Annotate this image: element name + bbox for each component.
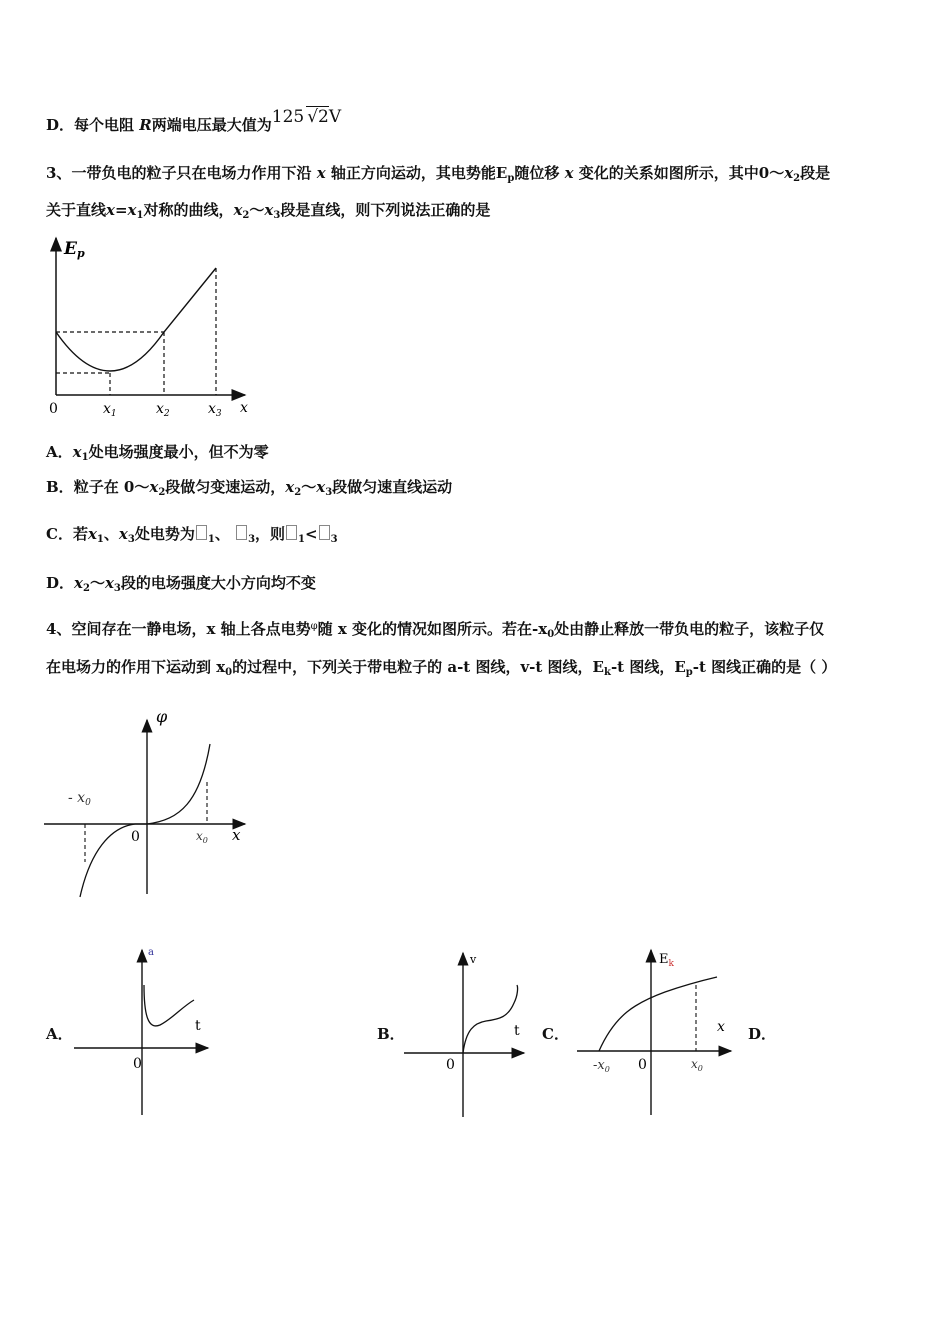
q3-x1-label: $x_1$: [103, 401, 117, 419]
svg-text:x: x: [717, 1019, 725, 1035]
placeholder-glyph: [196, 525, 207, 540]
q4-option-b-graph: [402, 945, 532, 1120]
svg-text:Ek: $E_k$: [659, 952, 674, 969]
q4-line-2: 在电场力的作用下运动到 $x_0$的过程中，下列关于带电粒子的 a-t 图线，v-t 图线，$E_k-t$ 图线，$E_p-t$ 图线正确的是（ ）: [46, 658, 837, 678]
placeholder-glyph: [286, 525, 297, 540]
q3-curve: [56, 268, 216, 371]
q4-option-a-label: A．: [46, 1025, 73, 1043]
svg-text:a: a: [148, 947, 154, 958]
svg-text:x0: $x_0$: [691, 1057, 703, 1073]
svg-text:0: 0: [638, 1057, 647, 1073]
q3-option-a: A．$x_1$处电场强度最小，但不为零: [46, 443, 269, 463]
svg-text:v: v: [470, 953, 477, 966]
svg-text:-x0: $-x_0$: [593, 1058, 610, 1074]
prev-option-d: D．每个电阻 R两端电压最大值为125 √2V: [46, 107, 342, 134]
q4-y-label: φ: [156, 707, 168, 726]
q4-option-c-label: C．: [542, 1025, 569, 1043]
v-t-curve: [463, 985, 518, 1053]
q4-line-1: 4、空间存在一静电场，x 轴上各点电势$^\varphi$随 x 变化的情况如图所示。若在$-x_0$处由静止释放一带负电的粒子，该粒子仅: [46, 620, 825, 640]
q3-option-d: D．$x_2\sim x_3$段的电场强度大小方向均不变: [46, 574, 316, 594]
q3-option-b: B．粒子在 $0\sim x_2$段做匀变速运动，$x_2\sim x_3$段做匀速直线运动: [46, 478, 453, 498]
q3-ep-graph: [40, 230, 260, 420]
placeholder-glyph: [236, 525, 247, 540]
q4-xaxis-label: x: [232, 826, 241, 844]
q3-xaxis-label: x: [240, 400, 248, 416]
svg-text:0: 0: [133, 1056, 142, 1072]
q4-x0-label: $x_0$: [196, 829, 208, 845]
q4-neg-x0-label: - $x_0$: [68, 790, 91, 808]
a-t-curve: [144, 985, 194, 1026]
q3-line-1: 3、一带负电的粒子只在电场力作用下沿 x 轴正方向运动，其电势能$E_p$随位移 x 变化的关系如图所示，其中$0\sim x_2$段是: [46, 164, 831, 184]
q4-phi-curve: [80, 744, 210, 897]
q3-line-2: 关于直线$x=x_1$对称的曲线，$x_2\sim x_3$段是直线，则下列说法正确的是: [46, 201, 491, 221]
svg-text:t: t: [195, 1018, 201, 1034]
q4-option-a-graph: [70, 945, 220, 1120]
voltage-value: 125 √2V: [271, 107, 342, 127]
q3-y-label: Ep: [64, 239, 85, 260]
ek-curve: [599, 977, 717, 1051]
q4-option-c-graph: [575, 945, 735, 1120]
placeholder-glyph: [319, 525, 330, 540]
q3-x3-label: $x_3$: [208, 401, 222, 419]
q4-option-b-label: B．: [377, 1025, 405, 1043]
q3-x2-label: $x_2$: [156, 401, 170, 419]
q3-option-c: C．若$x_1$、$x_3$处电势为 $_1$、 $_3$，则 $_1$< $_3$: [46, 525, 338, 545]
q4-option-d-label: D．: [748, 1025, 777, 1043]
svg-text:t: t: [514, 1023, 520, 1039]
q4-origin-label: 0: [131, 829, 140, 845]
q3-origin-label: 0: [49, 401, 58, 417]
q4-phi-graph: [40, 702, 260, 902]
svg-text:0: 0: [446, 1057, 455, 1073]
